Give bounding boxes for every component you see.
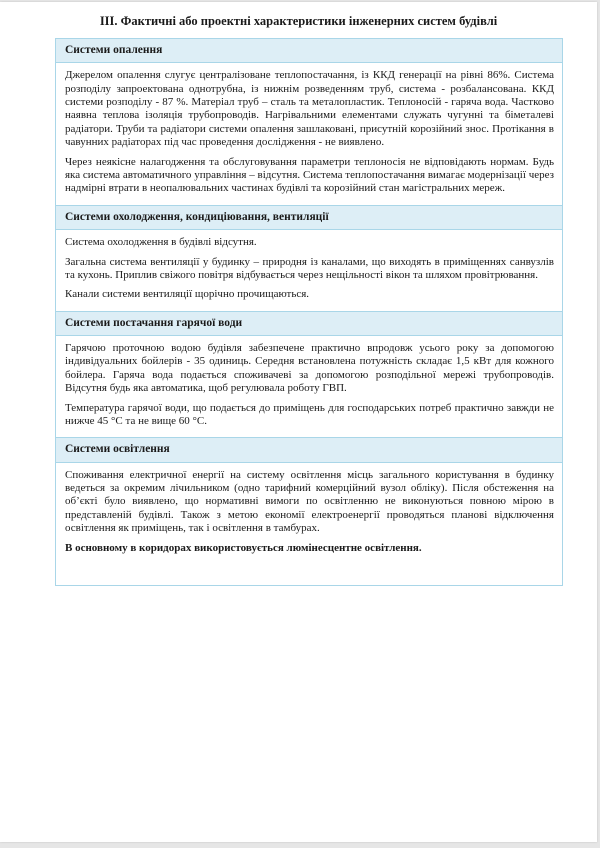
- lighting-bold-note: В основному в коридорах використовується люмінесцентне освітлення.: [65, 541, 422, 554]
- lighting-paragraph-1: Споживання електричної енергії на систему освітлення місць загального користування в будинку ведеться за окремим лічильником (одно тарифний комерційний вузол обліку). Після обстеження на об’єкті було виявлено, що нормативні вимоги по освітленню не виконуються повною мірою в представленій будівлі. Також з метою економії електроенергії проводяться планові відключення освітлення як приміщень, так і освітлення в тамбурах.: [65, 468, 554, 535]
- section-header-lighting: Системи освітлення: [56, 438, 562, 462]
- systems-table: [55, 38, 563, 586]
- section-body-heating: [56, 63, 562, 206]
- document-title: ІІІ. Фактичні або проектні характеристики інженерних систем будівлі: [99, 14, 498, 28]
- ventilation-paragraph-3: Канали системи вентиляції щорічно прочищаються.: [65, 288, 310, 301]
- section-header-hot-water: Системи постачання гарячої води: [56, 312, 562, 336]
- heating-paragraph-2: Через неякісне налагодження та обслуговування параметри теплоносія не відповідають нормам. Будь яка система автоматичного управління – відсутня. Система теплопостачання вимагає модернізації через надмірні втрати в неопалювальних частинах будівлі та корозійний стан магістральних мереж.: [65, 155, 554, 195]
- hot-water-paragraph-1: Гарячою проточною водою будівля забезпечене практично впродовж усього року за допомогою індивідуальних бойлерів - 35 одиниць. Середня встановлена потужність складає 1,5 кВт для кожного бойлера. Гаряча вода подається споживачеві за допомогою розподільної мережі трубопроводів. Відсутня будь яка автоматика, щоб регулювала роботу ГВП.: [65, 341, 554, 395]
- section-header-heating: Системи опалення: [56, 39, 562, 63]
- heating-paragraph-1: Джерелом опалення слугує централізоване теплопостачання, із ККД генерації на рівні 86%. Система розподілу запроектована однотрубна, із нижнім розведенням труб, система - розбалансована. ККД системи розподілу - 87 %. Матеріал труб – сталь та металопластик. Теплоносій - гаряча вода. Частково наявна теплова ізоляція трубопроводів. Нагрівальними елементами служать чугунні та біметалеві радіатори. Труби та радіатори системи опалення зашлаковані, присутній корозійний знос. Протікання в чавунних радіаторах під час проведення дослідження - не виявлено.: [65, 69, 554, 149]
- ventilation-paragraph-1: Система охолодження в будівлі відсутня.: [65, 236, 257, 249]
- document-page: [0, 2, 597, 842]
- ventilation-paragraph-2: Загальна система вентиляції у будинку – природня із каналами, що виходять в приміщеннях санвузлів та кухонь. Приплив свіжого повітря відбувається через нещільності вікон та шляхом провітрювання.: [65, 255, 554, 281]
- section-body-ventilation: [56, 230, 562, 312]
- section-body-hot-water: [56, 336, 562, 438]
- section-header-ventilation: Системи охолодження, кондиціювання, вентиляції: [56, 206, 562, 230]
- section-body-lighting: [56, 463, 562, 585]
- hot-water-paragraph-2: Температура гарячої води, що подається до приміщень для господарських потреб практично завжди не нижче 45 °С та не вище 60 °С.: [65, 401, 554, 427]
